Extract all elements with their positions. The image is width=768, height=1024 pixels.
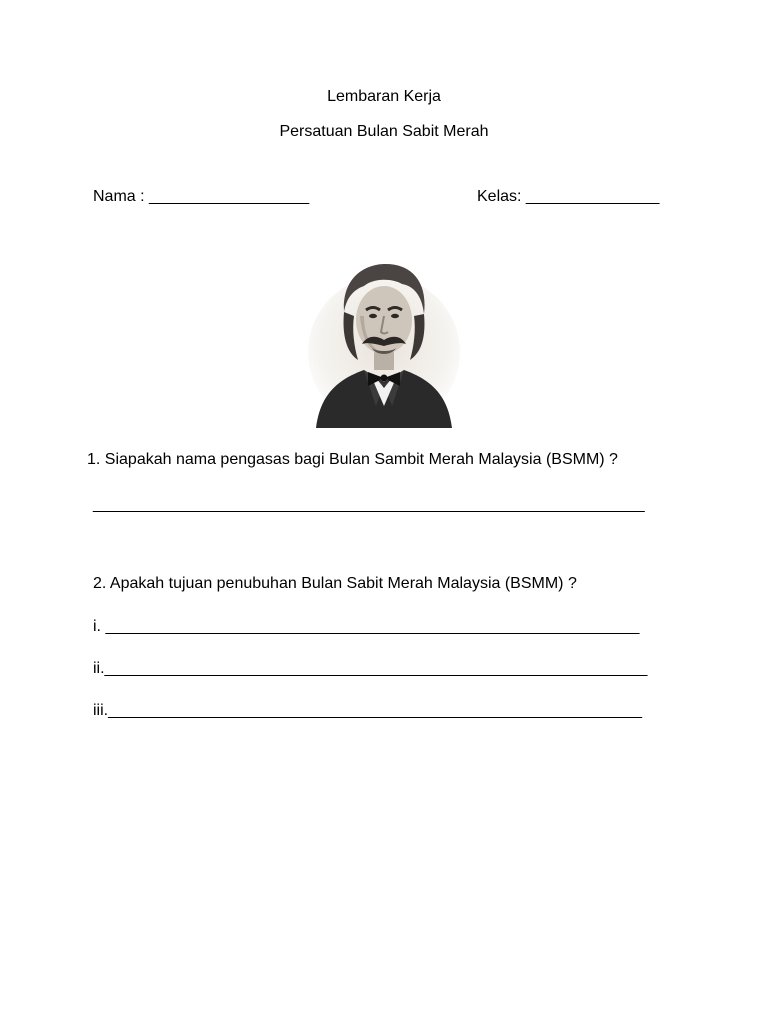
nama-field[interactable]: Nama : __________________ — [93, 188, 310, 205]
portrait-engraving-icon — [306, 256, 462, 428]
kelas-field[interactable]: Kelas: _______________ — [477, 188, 660, 205]
question-2-answer-line-ii[interactable]: ii._____________________________________________________________ — [93, 660, 648, 677]
question-2-answer-line-iii[interactable]: iii.____________________________________________________________ — [93, 702, 643, 719]
worksheet-title: Lembaran Kerja — [327, 88, 441, 105]
question-2-answer-line-i[interactable]: i. ____________________________________________________________ — [93, 618, 640, 635]
question-1-text: 1. Siapakah nama pengasas bagi Bulan Sambit Merah Malaysia (BSMM) ? — [87, 451, 618, 468]
question-2-text: 2. Apakah tujuan penubuhan Bulan Sabit Merah Malaysia (BSMM) ? — [93, 575, 577, 592]
question-1-answer-line[interactable]: ______________________________________________________________ — [93, 496, 645, 513]
worksheet-subtitle: Persatuan Bulan Sabit Merah — [279, 123, 489, 140]
